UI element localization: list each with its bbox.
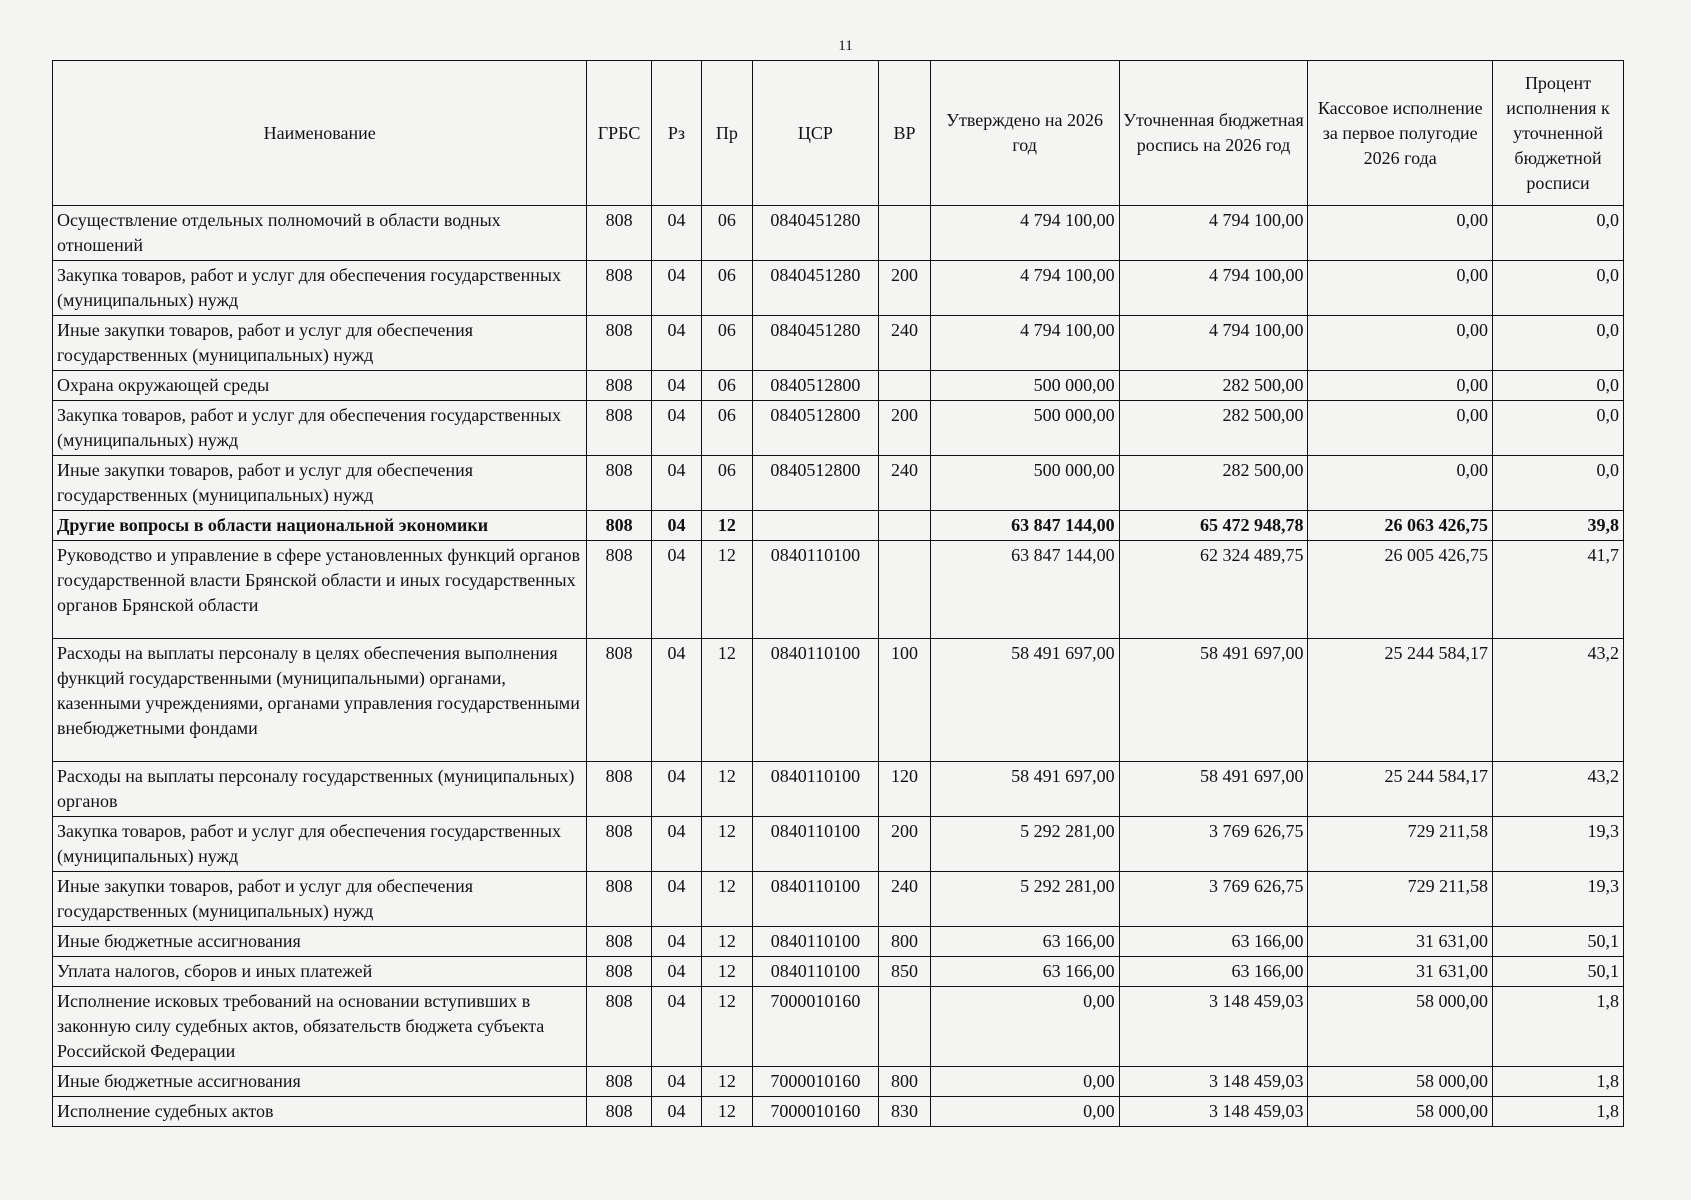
cell-csr <box>752 511 879 541</box>
cell-grbs: 808 <box>587 762 651 817</box>
cell-approved: 4 794 100,00 <box>930 316 1119 371</box>
cell-cash: 0,00 <box>1308 401 1493 456</box>
cell-vr: 200 <box>879 401 931 456</box>
cell-grbs: 808 <box>587 261 651 316</box>
cell-approved: 63 166,00 <box>930 927 1119 957</box>
cell-approved: 500 000,00 <box>930 371 1119 401</box>
cell-refined: 3 769 626,75 <box>1119 872 1308 927</box>
cell-vr: 850 <box>879 957 931 987</box>
cell-vr: 830 <box>879 1097 931 1127</box>
cell-vr: 800 <box>879 927 931 957</box>
cell-vr <box>879 541 931 639</box>
cell-rz: 04 <box>651 511 701 541</box>
cell-refined: 3 148 459,03 <box>1119 1067 1308 1097</box>
cell-approved: 500 000,00 <box>930 456 1119 511</box>
cell-rz: 04 <box>651 957 701 987</box>
cell-grbs: 808 <box>587 511 651 541</box>
cell-cash: 58 000,00 <box>1308 1097 1493 1127</box>
cell-percent: 0,0 <box>1493 316 1624 371</box>
cell-rz: 04 <box>651 316 701 371</box>
cell-grbs: 808 <box>587 456 651 511</box>
header-cash: Кассовое исполнение за первое полугодие 2026 года <box>1308 61 1493 206</box>
table-row <box>53 639 1624 762</box>
cell-csr: 7000010160 <box>752 1067 879 1097</box>
cell-grbs: 808 <box>587 371 651 401</box>
cell-pr: 12 <box>702 987 752 1067</box>
cell-percent: 19,3 <box>1493 817 1624 872</box>
cell-name: Иные бюджетные ассигнования <box>53 1067 587 1097</box>
cell-csr: 7000010160 <box>752 987 879 1067</box>
cell-vr: 240 <box>879 456 931 511</box>
header-name: Наименование <box>53 61 587 206</box>
cell-percent: 41,7 <box>1493 541 1624 639</box>
cell-pr: 12 <box>702 541 752 639</box>
cell-rz: 04 <box>651 401 701 456</box>
cell-percent: 39,8 <box>1493 511 1624 541</box>
cell-approved: 5 292 281,00 <box>930 872 1119 927</box>
cell-refined: 4 794 100,00 <box>1119 316 1308 371</box>
cell-grbs: 808 <box>587 1067 651 1097</box>
cell-rz: 04 <box>651 639 701 762</box>
cell-grbs: 808 <box>587 872 651 927</box>
cell-name: Иные закупки товаров, работ и услуг для обеспечения государственных (муниципальных) нужд <box>53 316 587 371</box>
table-row <box>53 817 1624 872</box>
cell-pr: 06 <box>702 401 752 456</box>
cell-refined: 3 148 459,03 <box>1119 1097 1308 1127</box>
cell-pr: 06 <box>702 206 752 261</box>
cell-vr: 120 <box>879 762 931 817</box>
cell-approved: 5 292 281,00 <box>930 817 1119 872</box>
cell-cash: 0,00 <box>1308 206 1493 261</box>
cell-refined: 4 794 100,00 <box>1119 206 1308 261</box>
cell-refined: 63 166,00 <box>1119 927 1308 957</box>
cell-name: Закупка товаров, работ и услуг для обеспечения государственных (муниципальных) нужд <box>53 261 587 316</box>
cell-refined: 58 491 697,00 <box>1119 762 1308 817</box>
header-percent: Процент исполнения к уточненной бюджетной росписи <box>1493 61 1624 206</box>
cell-approved: 0,00 <box>930 987 1119 1067</box>
cell-pr: 12 <box>702 1097 752 1127</box>
cell-grbs: 808 <box>587 987 651 1067</box>
header-pr: Пр <box>702 61 752 206</box>
cell-cash: 58 000,00 <box>1308 987 1493 1067</box>
cell-grbs: 808 <box>587 541 651 639</box>
cell-name: Исполнение судебных актов <box>53 1097 587 1127</box>
cell-refined: 63 166,00 <box>1119 957 1308 987</box>
cell-cash: 0,00 <box>1308 371 1493 401</box>
cell-csr: 7000010160 <box>752 1097 879 1127</box>
cell-csr: 0840451280 <box>752 206 879 261</box>
cell-grbs: 808 <box>587 639 651 762</box>
cell-pr: 06 <box>702 316 752 371</box>
table-row <box>53 261 1624 316</box>
table-row <box>53 872 1624 927</box>
cell-rz: 04 <box>651 206 701 261</box>
cell-pr: 12 <box>702 511 752 541</box>
table-row <box>53 987 1624 1067</box>
cell-cash: 58 000,00 <box>1308 1067 1493 1097</box>
cell-csr: 0840110100 <box>752 541 879 639</box>
table-row <box>53 957 1624 987</box>
cell-cash: 26 005 426,75 <box>1308 541 1493 639</box>
cell-cash: 31 631,00 <box>1308 957 1493 987</box>
cell-approved: 63 847 144,00 <box>930 541 1119 639</box>
cell-vr <box>879 206 931 261</box>
cell-approved: 4 794 100,00 <box>930 206 1119 261</box>
cell-rz: 04 <box>651 1097 701 1127</box>
cell-name: Охрана окружающей среды <box>53 371 587 401</box>
header-rz: Рз <box>651 61 701 206</box>
cell-grbs: 808 <box>587 817 651 872</box>
table-row <box>53 762 1624 817</box>
cell-percent: 1,8 <box>1493 987 1624 1067</box>
table-row <box>53 1097 1624 1127</box>
cell-percent: 43,2 <box>1493 762 1624 817</box>
table-row <box>53 927 1624 957</box>
cell-rz: 04 <box>651 987 701 1067</box>
cell-approved: 500 000,00 <box>930 401 1119 456</box>
cell-approved: 63 847 144,00 <box>930 511 1119 541</box>
cell-grbs: 808 <box>587 957 651 987</box>
header-vr: ВР <box>879 61 931 206</box>
cell-grbs: 808 <box>587 206 651 261</box>
cell-rz: 04 <box>651 872 701 927</box>
cell-approved: 0,00 <box>930 1067 1119 1097</box>
cell-rz: 04 <box>651 1067 701 1097</box>
cell-name: Осуществление отдельных полномочий в области водных отношений <box>53 206 587 261</box>
cell-name: Другие вопросы в области национальной экономики <box>53 511 587 541</box>
cell-cash: 26 063 426,75 <box>1308 511 1493 541</box>
cell-rz: 04 <box>651 371 701 401</box>
cell-rz: 04 <box>651 762 701 817</box>
cell-vr: 240 <box>879 872 931 927</box>
cell-refined: 3 148 459,03 <box>1119 987 1308 1067</box>
cell-name: Расходы на выплаты персоналу в целях обеспечения выполнения функций государственными (муниципальными) органами, казенными учреждениями, органами управления государственными внебюджетными фондами <box>53 639 587 762</box>
cell-percent: 1,8 <box>1493 1097 1624 1127</box>
cell-pr: 12 <box>702 957 752 987</box>
cell-approved: 58 491 697,00 <box>930 639 1119 762</box>
cell-refined: 282 500,00 <box>1119 456 1308 511</box>
budget-table <box>52 60 1624 1127</box>
cell-vr: 240 <box>879 316 931 371</box>
cell-grbs: 808 <box>587 316 651 371</box>
cell-percent: 1,8 <box>1493 1067 1624 1097</box>
cell-cash: 729 211,58 <box>1308 817 1493 872</box>
cell-cash: 0,00 <box>1308 456 1493 511</box>
cell-rz: 04 <box>651 927 701 957</box>
cell-approved: 4 794 100,00 <box>930 261 1119 316</box>
cell-pr: 12 <box>702 927 752 957</box>
cell-rz: 04 <box>651 541 701 639</box>
cell-cash: 25 244 584,17 <box>1308 639 1493 762</box>
cell-vr <box>879 987 931 1067</box>
cell-name: Руководство и управление в сфере установленных функций органов государственной власти Брянской области и иных государственных органов Брянской области <box>53 541 587 639</box>
cell-csr: 0840110100 <box>752 817 879 872</box>
cell-pr: 12 <box>702 639 752 762</box>
table-row <box>53 206 1624 261</box>
cell-grbs: 808 <box>587 927 651 957</box>
cell-refined: 282 500,00 <box>1119 371 1308 401</box>
header-grbs: ГРБС <box>587 61 651 206</box>
cell-refined: 65 472 948,78 <box>1119 511 1308 541</box>
cell-percent: 0,0 <box>1493 401 1624 456</box>
cell-vr: 800 <box>879 1067 931 1097</box>
cell-percent: 0,0 <box>1493 261 1624 316</box>
cell-csr: 0840451280 <box>752 316 879 371</box>
cell-vr: 200 <box>879 817 931 872</box>
cell-pr: 06 <box>702 456 752 511</box>
table-row <box>53 511 1624 541</box>
cell-name: Уплата налогов, сборов и иных платежей <box>53 957 587 987</box>
cell-vr <box>879 371 931 401</box>
cell-approved: 0,00 <box>930 1097 1119 1127</box>
cell-cash: 0,00 <box>1308 261 1493 316</box>
cell-name: Иные закупки товаров, работ и услуг для обеспечения государственных (муниципальных) нужд <box>53 456 587 511</box>
table-row <box>53 401 1624 456</box>
table-row <box>53 316 1624 371</box>
cell-refined: 3 769 626,75 <box>1119 817 1308 872</box>
cell-csr: 0840110100 <box>752 762 879 817</box>
cell-name: Исполнение исковых требований на основании вступивших в законную силу судебных актов, обязательств бюджета субъекта Российской Федерации <box>53 987 587 1067</box>
header-csr: ЦСР <box>752 61 879 206</box>
cell-csr: 0840512800 <box>752 456 879 511</box>
table-row <box>53 1067 1624 1097</box>
cell-cash: 0,00 <box>1308 316 1493 371</box>
cell-csr: 0840512800 <box>752 401 879 456</box>
cell-name: Закупка товаров, работ и услуг для обеспечения государственных (муниципальных) нужд <box>53 817 587 872</box>
cell-name: Закупка товаров, работ и услуг для обеспечения государственных (муниципальных) нужд <box>53 401 587 456</box>
cell-vr <box>879 511 931 541</box>
cell-rz: 04 <box>651 456 701 511</box>
cell-percent: 19,3 <box>1493 872 1624 927</box>
cell-refined: 62 324 489,75 <box>1119 541 1308 639</box>
table-body <box>53 206 1624 1127</box>
cell-refined: 4 794 100,00 <box>1119 261 1308 316</box>
cell-pr: 12 <box>702 762 752 817</box>
cell-rz: 04 <box>651 817 701 872</box>
cell-pr: 12 <box>702 817 752 872</box>
table-row <box>53 371 1624 401</box>
cell-percent: 50,1 <box>1493 927 1624 957</box>
cell-approved: 63 166,00 <box>930 957 1119 987</box>
cell-cash: 25 244 584,17 <box>1308 762 1493 817</box>
cell-pr: 06 <box>702 371 752 401</box>
cell-name: Иные бюджетные ассигнования <box>53 927 587 957</box>
table-row <box>53 456 1624 511</box>
cell-csr: 0840110100 <box>752 957 879 987</box>
cell-pr: 06 <box>702 261 752 316</box>
header-row <box>53 61 1624 206</box>
table-row <box>53 541 1624 639</box>
page-number: 11 <box>838 38 853 54</box>
header-approved: Утверждено на 2026 год <box>930 61 1119 206</box>
cell-vr: 100 <box>879 639 931 762</box>
cell-name: Иные закупки товаров, работ и услуг для обеспечения государственных (муниципальных) нужд <box>53 872 587 927</box>
cell-percent: 0,0 <box>1493 206 1624 261</box>
cell-csr: 0840451280 <box>752 261 879 316</box>
cell-csr: 0840110100 <box>752 927 879 957</box>
cell-pr: 12 <box>702 872 752 927</box>
cell-percent: 0,0 <box>1493 456 1624 511</box>
cell-percent: 0,0 <box>1493 371 1624 401</box>
cell-csr: 0840110100 <box>752 639 879 762</box>
cell-approved: 58 491 697,00 <box>930 762 1119 817</box>
cell-grbs: 808 <box>587 401 651 456</box>
cell-vr: 200 <box>879 261 931 316</box>
cell-rz: 04 <box>651 261 701 316</box>
cell-cash: 31 631,00 <box>1308 927 1493 957</box>
cell-refined: 282 500,00 <box>1119 401 1308 456</box>
cell-grbs: 808 <box>587 1097 651 1127</box>
cell-refined: 58 491 697,00 <box>1119 639 1308 762</box>
cell-name: Расходы на выплаты персоналу государственных (муниципальных) органов <box>53 762 587 817</box>
cell-csr: 0840110100 <box>752 872 879 927</box>
cell-percent: 43,2 <box>1493 639 1624 762</box>
cell-percent: 50,1 <box>1493 957 1624 987</box>
header-refined: Уточненная бюджетная роспись на 2026 год <box>1119 61 1308 206</box>
cell-csr: 0840512800 <box>752 371 879 401</box>
cell-cash: 729 211,58 <box>1308 872 1493 927</box>
cell-pr: 12 <box>702 1067 752 1097</box>
